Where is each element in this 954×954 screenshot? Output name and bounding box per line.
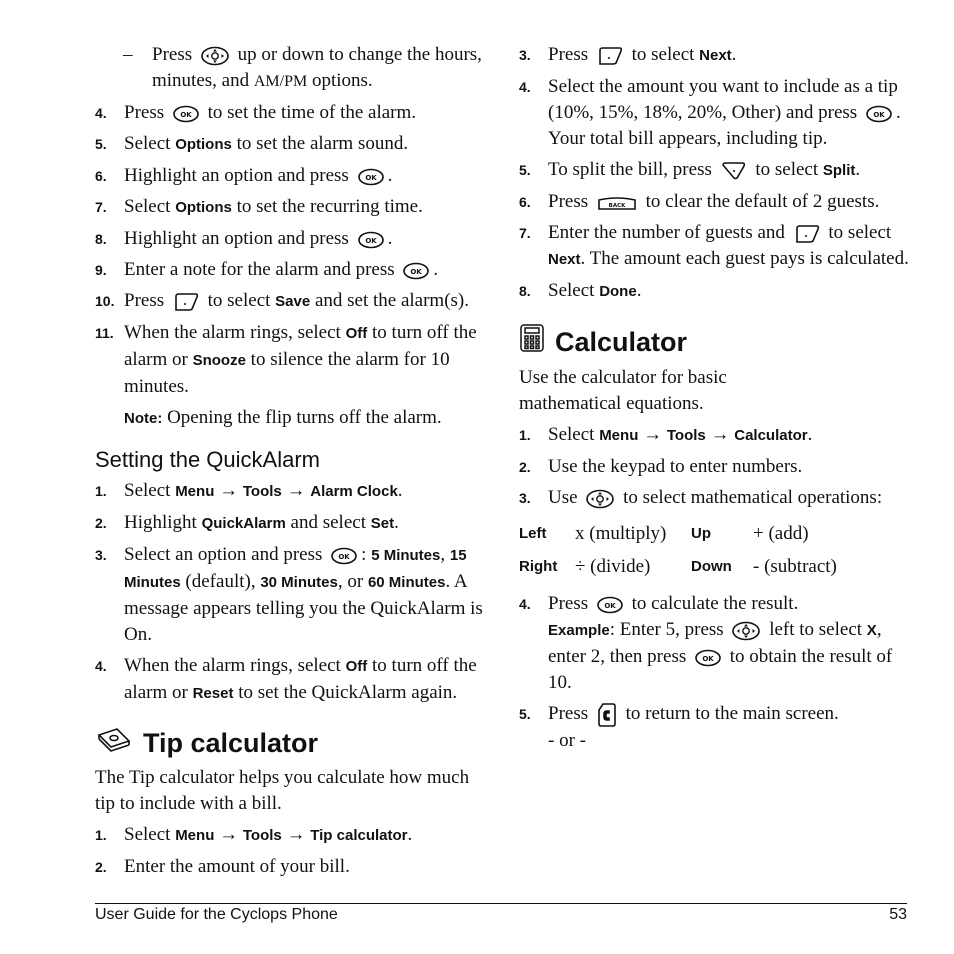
menu-option-term: Set (370, 515, 395, 532)
step-8 (95, 226, 490, 252)
text: Select (124, 133, 171, 154)
text: to obtain the result of 10. (548, 646, 893, 693)
tip-step-5 (519, 157, 911, 184)
ok-key-label: OK (604, 601, 616, 610)
calc-intro: Use the calculator for basic mathematical equations. (519, 367, 727, 414)
ok-key-icon (866, 105, 892, 123)
page-number: 53 (889, 906, 907, 923)
text: Enter a note for the alarm and press (124, 259, 395, 280)
note-label: Note: (124, 410, 163, 427)
tip-step-8 (519, 278, 911, 305)
arrow: → (710, 424, 730, 445)
text: Select the amount you want to include as a tip (10%, 15%, 18%, 20%, Other) and press (548, 76, 898, 123)
menu-option-term: Split (822, 162, 856, 179)
right-softkey-icon (794, 224, 820, 244)
step-number: 4. (95, 658, 107, 674)
step-number: 11. (95, 325, 114, 341)
step-number: 8. (95, 231, 107, 247)
quickalarm-heading: Setting the QuickAlarm (95, 447, 320, 472)
menu-option-term: 5 Minutes (371, 547, 441, 564)
tip-intro: The Tip calculator helps you calculate how much tip to include with a bill. (95, 767, 470, 814)
tip-step-1 (95, 822, 490, 849)
text: Use the keypad to enter numbers. (548, 456, 803, 477)
text: to clear the default of 2 guests. (645, 191, 880, 212)
text: to select (207, 290, 271, 311)
end-key-icon (597, 702, 617, 728)
left-column (95, 42, 490, 885)
text: , enter 2, then press (548, 619, 882, 667)
step-number: 6. (95, 168, 107, 184)
step-number: 7. (519, 225, 531, 241)
step-number: 2. (519, 459, 531, 475)
left-softkey-icon (721, 161, 747, 181)
step-number: 5. (95, 136, 107, 152)
calc-step-1 (519, 422, 911, 449)
tip-step-7 (519, 220, 911, 273)
text: to set the QuickAlarm again. (238, 682, 458, 703)
example-label: Example (548, 622, 610, 639)
text: Press (548, 593, 589, 614)
text: (default), (185, 571, 256, 592)
tip-step-2 (95, 854, 490, 880)
step-7 (95, 194, 490, 221)
menu-path-term: Tools (242, 827, 282, 844)
text: . (407, 824, 413, 845)
text: up or down to change the hours, minutes, and (152, 44, 482, 91)
step-6 (95, 163, 490, 189)
ampm-text: AM/PM (253, 73, 308, 90)
menu-option-term: Options (175, 199, 232, 216)
step-number: 2. (95, 515, 107, 531)
text: When the alarm rings, select (124, 322, 341, 343)
step-number: 1. (519, 427, 531, 443)
text: and set the alarm(s). (314, 290, 470, 311)
text: Press (124, 290, 165, 311)
step-number: 1. (95, 827, 107, 843)
step-number: 10. (95, 293, 115, 309)
text: Highlight an option and press (124, 165, 349, 186)
step-4 (95, 100, 490, 126)
step-11 (95, 320, 490, 400)
arrow: → (286, 480, 306, 501)
menu-option-term: 15 Minutes (124, 547, 467, 591)
text: to set the alarm sound. (236, 133, 409, 154)
text: Press (548, 44, 589, 65)
menu-path-term: Menu (599, 427, 639, 444)
menu-option-term: Next (548, 251, 581, 268)
operations-row (519, 550, 911, 583)
arrow: → (219, 480, 239, 501)
text: . (394, 512, 399, 533)
section-title: Tip calculator (143, 728, 319, 758)
step-number: 4. (519, 596, 531, 612)
menu-path-term: Tools (242, 483, 282, 500)
op-key: Right (519, 557, 558, 575)
text: When the alarm rings, select (124, 655, 341, 676)
text: . Your total bill appears, including tip. (548, 102, 901, 149)
text: Use (548, 487, 578, 508)
step-number: 5. (519, 706, 531, 722)
op-value: ÷ (divide) (575, 555, 651, 577)
calc-step-4 (519, 591, 911, 696)
op-key: Down (691, 557, 732, 575)
ok-key-label: OK (364, 236, 377, 245)
tip-step-3 (519, 42, 911, 69)
menu-option-term: Reset (192, 685, 234, 702)
text: to set the recurring time. (236, 196, 423, 217)
nav-key-icon (586, 489, 614, 509)
text: To split the bill, press (548, 159, 712, 180)
text: , or (337, 571, 364, 592)
ok-key-icon (173, 105, 199, 123)
text: Highlight an option and press (124, 228, 349, 249)
operations-row (519, 517, 911, 550)
step-number: 8. (519, 283, 531, 299)
text: options. (311, 70, 373, 91)
text: . (397, 480, 403, 501)
qa-step-4 (95, 653, 490, 707)
back-key-label: BACK (608, 202, 626, 209)
text: , (440, 544, 446, 565)
text: Press (548, 191, 589, 212)
qa-step-3 (95, 542, 490, 648)
menu-option-term: Done (599, 283, 637, 300)
text: . The amount each guest pays is calculated. (580, 248, 909, 269)
text: to select (755, 159, 819, 180)
menu-option-term: 30 Minutes (260, 574, 338, 591)
step-9 (95, 257, 490, 283)
ok-key-label: OK (338, 552, 350, 561)
menu-path-term: Alarm Clock (310, 483, 398, 500)
text: to return to the main screen. (625, 703, 839, 724)
ok-key-icon (695, 649, 721, 667)
right-softkey-icon (597, 46, 623, 66)
op-value: - (subtract) (753, 555, 837, 577)
ok-key-label: OK (702, 654, 714, 663)
text: . (855, 159, 861, 180)
step-number: 6. (519, 194, 531, 210)
menu-option-term: QuickAlarm (201, 515, 286, 532)
menu-path-term: Menu (175, 827, 215, 844)
page-footer (95, 903, 907, 925)
arrow: → (643, 424, 663, 445)
qa-step-2 (95, 510, 490, 537)
step-number: 3. (519, 490, 531, 506)
text: . (433, 259, 439, 280)
menu-option-term: Off (345, 325, 368, 342)
op-value: x (multiply) (575, 522, 667, 544)
menu-path-term: Menu (175, 483, 215, 500)
ok-key-icon (403, 262, 429, 280)
ok-key-label: OK (180, 110, 192, 119)
menu-option-term: Snooze (192, 352, 246, 369)
calculator-icon (519, 323, 545, 361)
menu-path-term: Tools (666, 427, 706, 444)
text: Enter the number of guests and (548, 222, 785, 243)
step-number: 4. (95, 105, 107, 121)
arrow: → (219, 824, 239, 845)
note (95, 405, 490, 432)
text: Select (548, 280, 595, 301)
op-key: Left (519, 524, 547, 542)
text: to select (828, 222, 892, 243)
text: and select (290, 512, 366, 533)
step-number: 2. (95, 859, 107, 875)
step-number: 7. (95, 199, 107, 215)
op-key: Up (691, 524, 711, 542)
text: to set the time of the alarm. (207, 102, 417, 123)
text: Select (124, 480, 171, 501)
calc-step-2 (519, 454, 911, 480)
menu-option-term: Off (345, 658, 368, 675)
text: to select mathematical operations: (623, 487, 883, 508)
back-key-icon (597, 195, 637, 211)
ok-key-icon (331, 547, 357, 565)
tip-calculator-heading (95, 725, 490, 761)
dash-marker: – (123, 44, 133, 65)
ok-key-label: OK (364, 173, 377, 182)
menu-option-term: Next (699, 47, 732, 64)
step-number: 1. (95, 483, 107, 499)
text: Press (152, 44, 193, 65)
step-number: 9. (95, 262, 107, 278)
text: . (387, 228, 393, 249)
text: . A message appears telling you the QuickAlarm is On. (124, 571, 483, 645)
menu-option-term: 60 Minutes (367, 574, 446, 591)
ok-key-icon (358, 168, 384, 186)
or-separator: - or - (548, 729, 586, 751)
footer-title: User Guide for the Cyclops Phone (95, 906, 338, 923)
section-title: Calculator (555, 327, 688, 357)
text: Select (548, 424, 595, 445)
text: Select (124, 196, 171, 217)
text: Highlight (124, 512, 197, 533)
right-softkey-icon (173, 292, 199, 312)
calculator-heading (519, 323, 911, 361)
text: Enter the amount of your bill. (124, 856, 350, 877)
nav-key-icon (732, 621, 760, 641)
text: . (731, 44, 737, 65)
calc-step-3 (519, 485, 911, 511)
text: Select an option and press (124, 544, 323, 565)
text: to turn off the alarm or (124, 655, 477, 703)
qa-step-1 (95, 478, 490, 505)
right-column (519, 42, 911, 759)
text: : Enter 5, press (609, 619, 724, 640)
step-number: 5. (519, 162, 531, 178)
arrow: → (286, 824, 306, 845)
text: to select (631, 44, 695, 65)
text: . (807, 424, 813, 445)
text: Select (124, 824, 171, 845)
text: to silence the alarm for 10 minutes. (124, 349, 450, 397)
text: Press (124, 102, 165, 123)
step-number: 3. (95, 547, 107, 563)
menu-path-term: Tip calculator (310, 827, 408, 844)
tip-money-icon (95, 725, 133, 761)
menu-option-term: Save (275, 293, 311, 310)
calc-step-5 (519, 701, 911, 754)
ok-key-label: OK (410, 267, 423, 276)
ok-key-label: OK (873, 110, 885, 119)
operations-table (519, 517, 911, 583)
tip-step-6 (519, 189, 911, 215)
op-value: + (add) (753, 522, 809, 544)
text: to turn off the alarm or (124, 322, 477, 370)
text: . (636, 280, 642, 301)
step-number: 3. (519, 47, 531, 63)
ok-key-icon (358, 231, 384, 249)
menu-option-term: Options (175, 136, 232, 153)
text: Press (548, 703, 589, 724)
menu-path-term: Calculator (734, 427, 808, 444)
text: . (387, 165, 393, 186)
step-10 (95, 288, 490, 315)
dash-item-navkey (95, 42, 490, 95)
note-text: Opening the flip turns off the alarm. (167, 407, 442, 428)
text: to calculate the result. (631, 593, 799, 614)
step-5 (95, 131, 490, 158)
ok-key-icon (597, 596, 623, 614)
text: left to select (769, 619, 863, 640)
nav-key-icon (201, 46, 229, 66)
tip-step-4 (519, 74, 911, 152)
text: : (361, 544, 367, 565)
menu-option-term: X (866, 622, 877, 639)
step-number: 4. (519, 79, 531, 95)
